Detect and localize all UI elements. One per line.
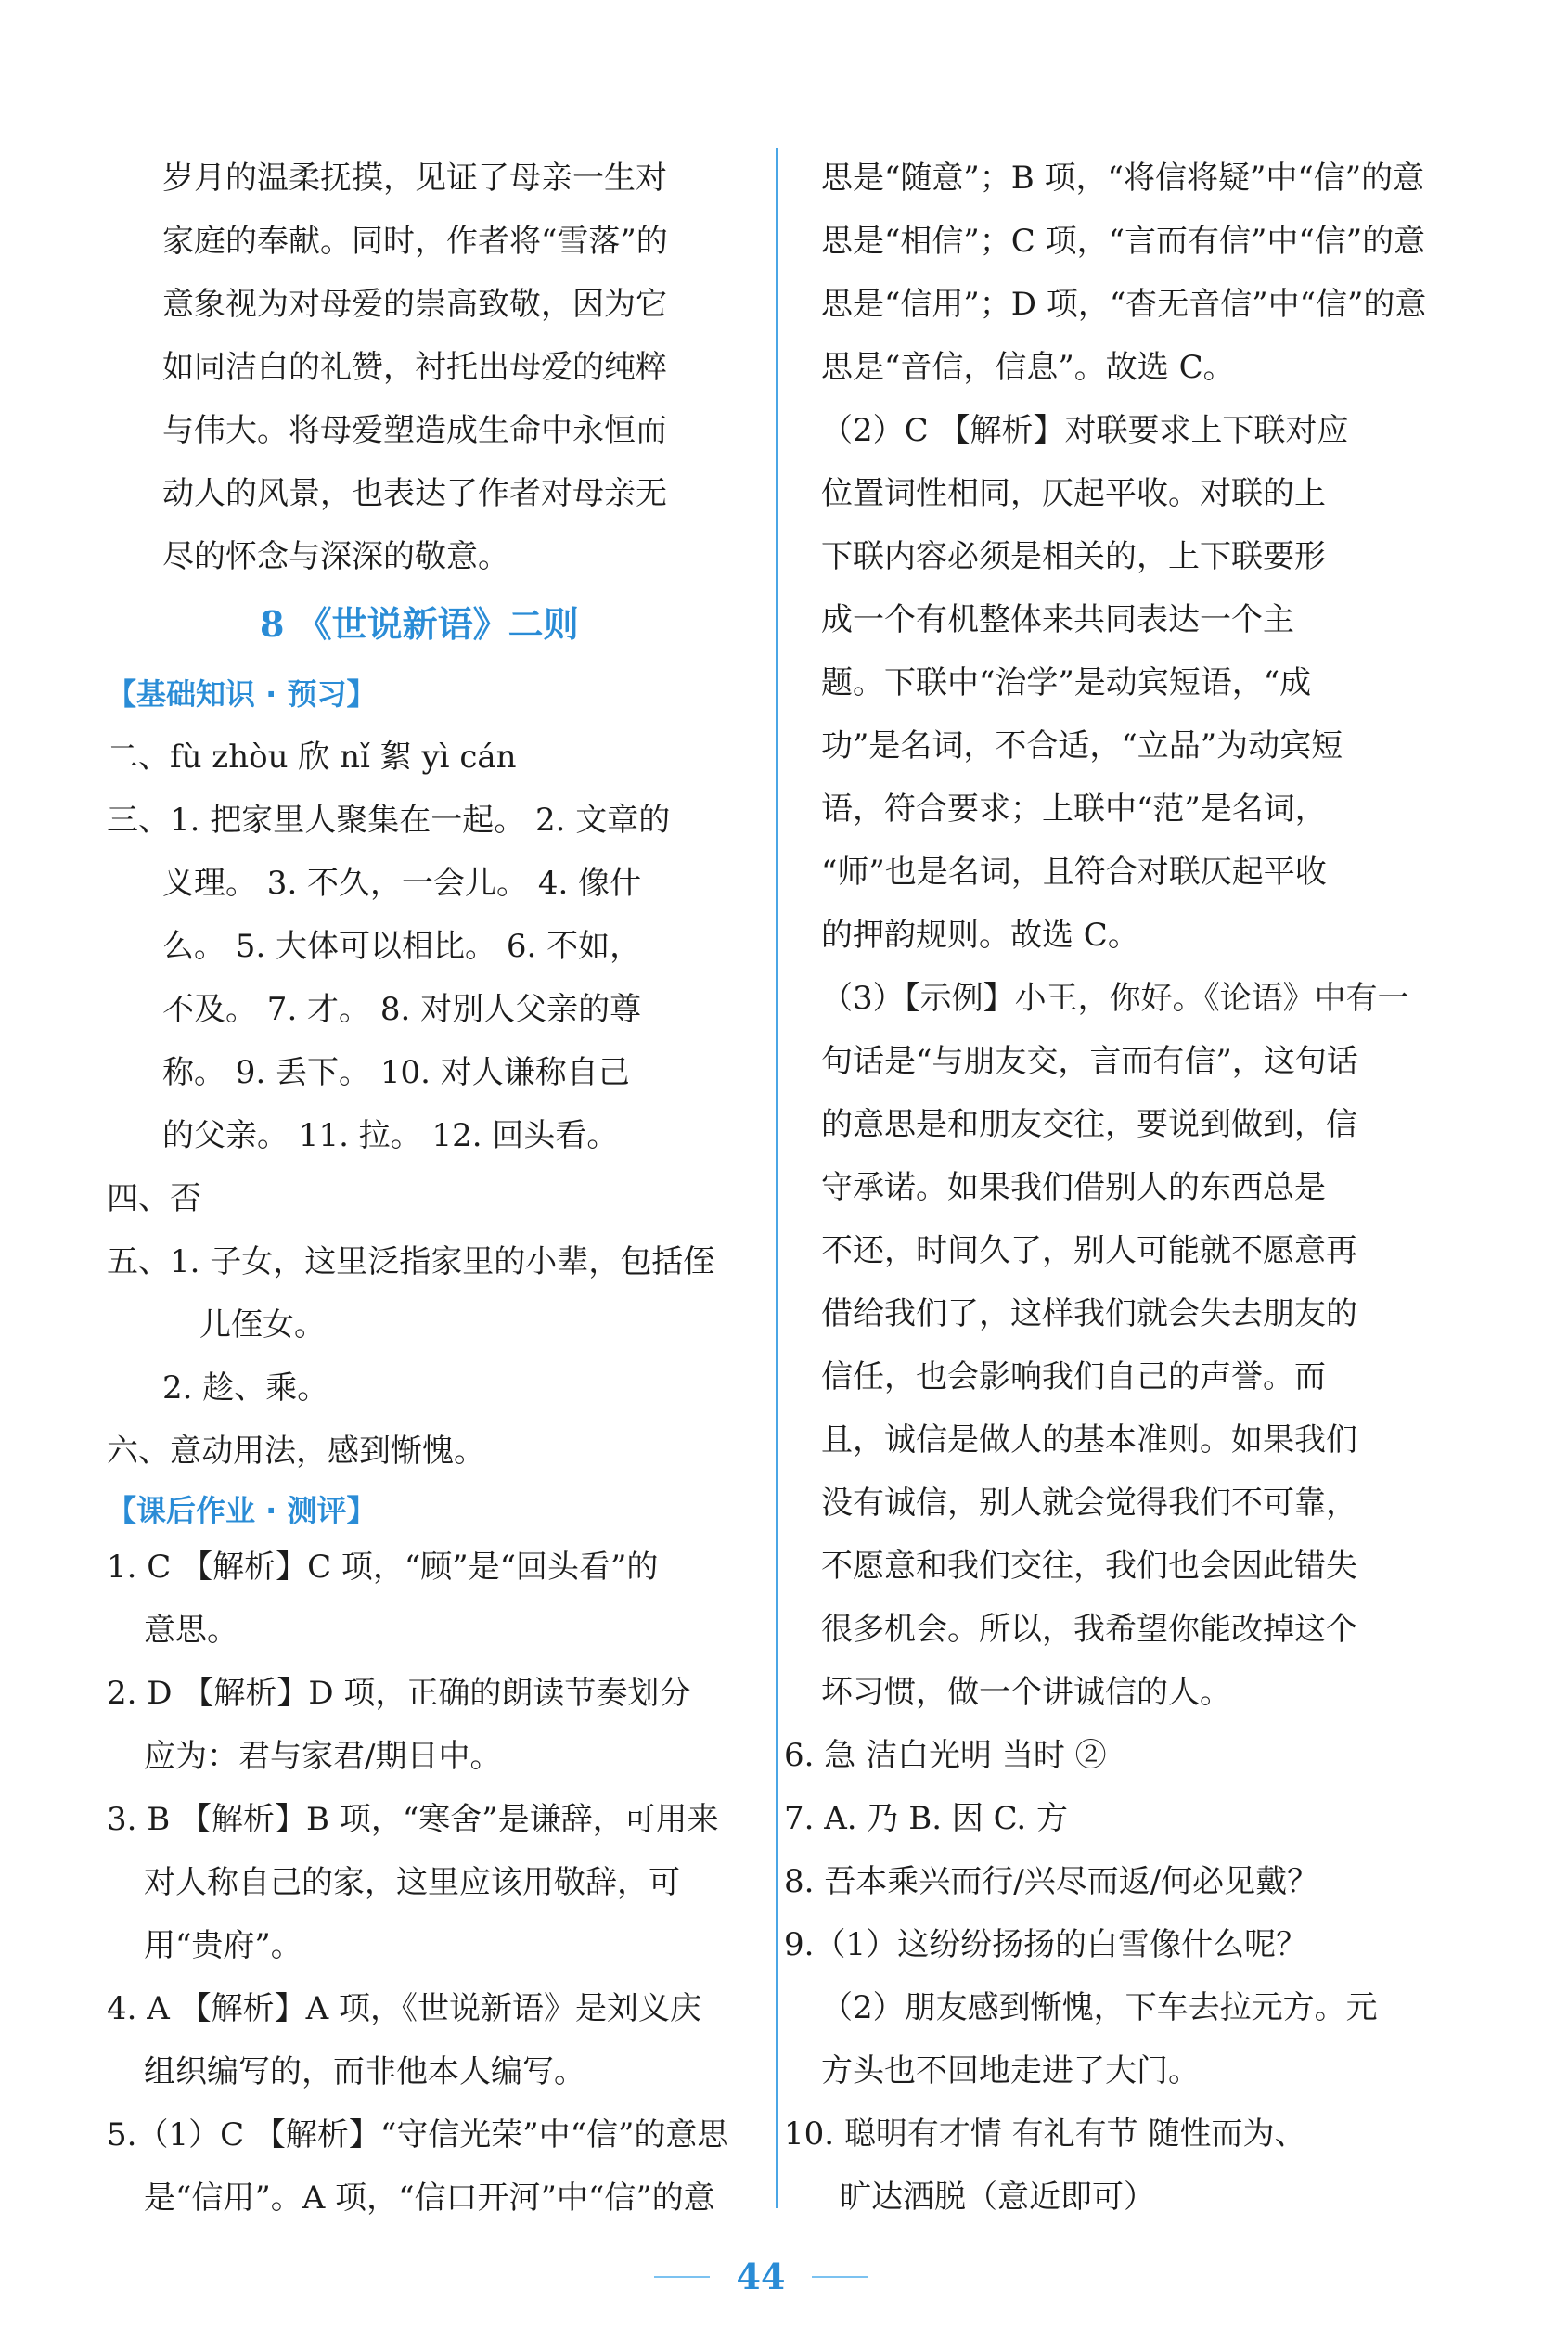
answer-5-3-line: 且，诚信是做人的基本准则。如果我们 [821, 1421, 1357, 1459]
column-divider [776, 148, 778, 2208]
answer-5-2-line: （2）C 【解析】对联要求上下联对应 [821, 412, 1349, 449]
answer-5-2-line: 功”是名词，不合适，“立品”为动宾短 [821, 727, 1343, 765]
homework-answer-9: 9.（1）这纷纷扬扬的白雪像什么呢？ [784, 1926, 1308, 1963]
answer-2: 二、fù zhòu 欣 nǐ 絮 yì cán [107, 739, 517, 776]
answer-5-3-line: 没有诚信，别人就会觉得我们不可靠， [821, 1485, 1357, 1522]
answer-3-line: 不及。 7. 才。 8. 对别人父亲的尊 [162, 991, 642, 1028]
text-line: 家庭的奉献。同时，作者将“雪落”的 [162, 223, 668, 260]
answer-5-2-line: 的押韵规则。故选 C。 [821, 917, 1139, 954]
homework-answer-1: 意思。 [144, 1612, 238, 1649]
homework-answer-4: 4. A 【解析】A 项，《世说新语》是刘义庆 [107, 1990, 701, 2027]
answer-5-3-line: 不愿意和我们交往，我们也会因此错失 [821, 1548, 1357, 1585]
text-line: 岁月的温柔抚摸，见证了母亲一生对 [162, 160, 667, 197]
answer-5-2-line: 语，符合要求；上联中“范”是名词， [821, 791, 1327, 828]
page-number: 44 [736, 2256, 786, 2297]
answer-5-3-line: 信任，也会影响我们自己的声誉。而 [821, 1358, 1326, 1395]
homework-answer-7: 7. A. 乃 B. 因 C. 方 [784, 1800, 1069, 1837]
homework-answer-5: 5.（1）C 【解析】“守信光荣”中“信”的意思 [107, 2116, 729, 2154]
text-line: 思是“信用”；D 项，“杳无音信”中“信”的意 [821, 286, 1427, 323]
answer-4: 四、否 [107, 1180, 201, 1217]
answer-3-line: 三、1. 把家里人聚集在一起。 2. 文章的 [107, 802, 671, 839]
answer-3-line: 的父亲。 11. 拉。 12. 回头看。 [162, 1117, 619, 1154]
homework-answer-10: 10. 聪明有才情 有礼有节 随性而为、 [784, 2115, 1306, 2153]
text-line: 思是“相信”；C 项，“言而有信”中“信”的意 [821, 223, 1426, 260]
footer-rule-right [812, 2276, 868, 2278]
homework-answer-2: 2. D 【解析】D 项，正确的朗读节奏划分 [107, 1675, 691, 1712]
homework-answer-3: 对人称自己的家，这里应该用敬辞，可 [144, 1864, 680, 1901]
answer-5-3-line: 句话是“与朋友交，言而有信”，这句话 [821, 1043, 1358, 1080]
answer-5-3-line: 的意思是和朋友交往，要说到做到，信 [821, 1106, 1357, 1143]
text-line: 思是“音信，信息”。故选 C。 [821, 349, 1235, 386]
homework-answer-4: 组织编写的，而非他本人编写。 [144, 2053, 585, 2090]
answer-5-3-line: 很多机会。所以，我希望你能改掉这个 [821, 1611, 1357, 1648]
answer-5-3-line: 借给我们了，这样我们就会失去朋友的 [821, 1295, 1357, 1332]
answer-5-3-line: 不还，时间久了，别人可能就不愿意再 [821, 1232, 1357, 1269]
answer-5-2-line: 题。下联中“治学”是动宾短语，“成 [821, 664, 1312, 701]
text-line: 如同洁白的礼赞，衬托出母爱的纯粹 [162, 349, 667, 386]
answer-5-2-line: “师”也是名词，且符合对联仄起平收 [821, 854, 1327, 891]
answer-3-line: 义理。 3. 不久，一会儿。 4. 像什 [162, 865, 642, 902]
homework-answer-6: 6. 急 洁白光明 当时 ② [784, 1737, 1107, 1774]
answer-3-line: 么。 5. 大体可以相比。 6. 不如， [162, 928, 642, 965]
text-line: 动人的风景，也表达了作者对母亲无 [162, 475, 667, 512]
homework-answer-10: 旷达洒脱（意近即可） [840, 2179, 1155, 2216]
text-line: 意象视为对母爱的崇高致敬，因为它 [162, 286, 667, 323]
lesson-title: 8 《世说新语》二则 [260, 603, 579, 645]
homework-answer-5: 是“信用”。A 项，“信口开河”中“信”的意 [144, 2179, 715, 2217]
text-line: 与伟大。将母爱塑造成生命中永恒而 [162, 412, 667, 449]
homework-answer-1: 1. C 【解析】C 项，“顾”是“回头看”的 [107, 1549, 659, 1586]
homework-answer-3: 3. B 【解析】B 项，“寒舍”是谦辞，可用来 [107, 1801, 719, 1838]
answer-6: 六、意动用法，感到惭愧。 [107, 1433, 485, 1470]
answer-3-line: 称。 9. 丢下。 10. 对人谦称自己 [162, 1054, 630, 1091]
footer-rule-left [654, 2276, 710, 2278]
text-line: 尽的怀念与深深的敬意。 [162, 538, 509, 575]
section-heading-homework: 【课后作业 · 测评】 [107, 1493, 377, 1528]
answer-5-line: 儿侄女。 [199, 1306, 326, 1344]
answer-5-line: 五、1. 子女，这里泛指家里的小辈，包括侄 [107, 1243, 715, 1280]
homework-answer-8: 8. 吾本乘兴而行/兴尽而返/何必见戴？ [784, 1863, 1319, 1900]
answer-5-3-line: 坏习惯，做一个讲诚信的人。 [821, 1674, 1231, 1711]
answer-5-3-line: （3）【示例】小王，你好。《论语》中有一 [821, 980, 1409, 1017]
homework-answer-3: 用“贵府”。 [144, 1927, 302, 1964]
answer-5-2-line: 下联内容必须是相关的，上下联要形 [821, 538, 1326, 575]
answer-5-line: 2. 趁、乘。 [162, 1369, 329, 1407]
answer-5-2-line: 位置词性相同，仄起平收。对联的上 [821, 475, 1326, 512]
homework-answer-9: （2）朋友感到惭愧，下车去拉元方。元 [821, 1989, 1378, 2026]
homework-answer-9: 方头也不回地走进了大门。 [821, 2052, 1200, 2089]
answer-5-2-line: 成一个有机整体来共同表达一个主 [821, 601, 1294, 638]
homework-answer-2: 应为：君与家君/期日中。 [144, 1738, 502, 1775]
section-heading-preview: 【基础知识 · 预习】 [107, 676, 377, 712]
text-line: 思是“随意”；B 项，“将信将疑”中“信”的意 [821, 160, 1425, 197]
answer-5-3-line: 守承诺。如果我们借别人的东西总是 [821, 1169, 1326, 1206]
